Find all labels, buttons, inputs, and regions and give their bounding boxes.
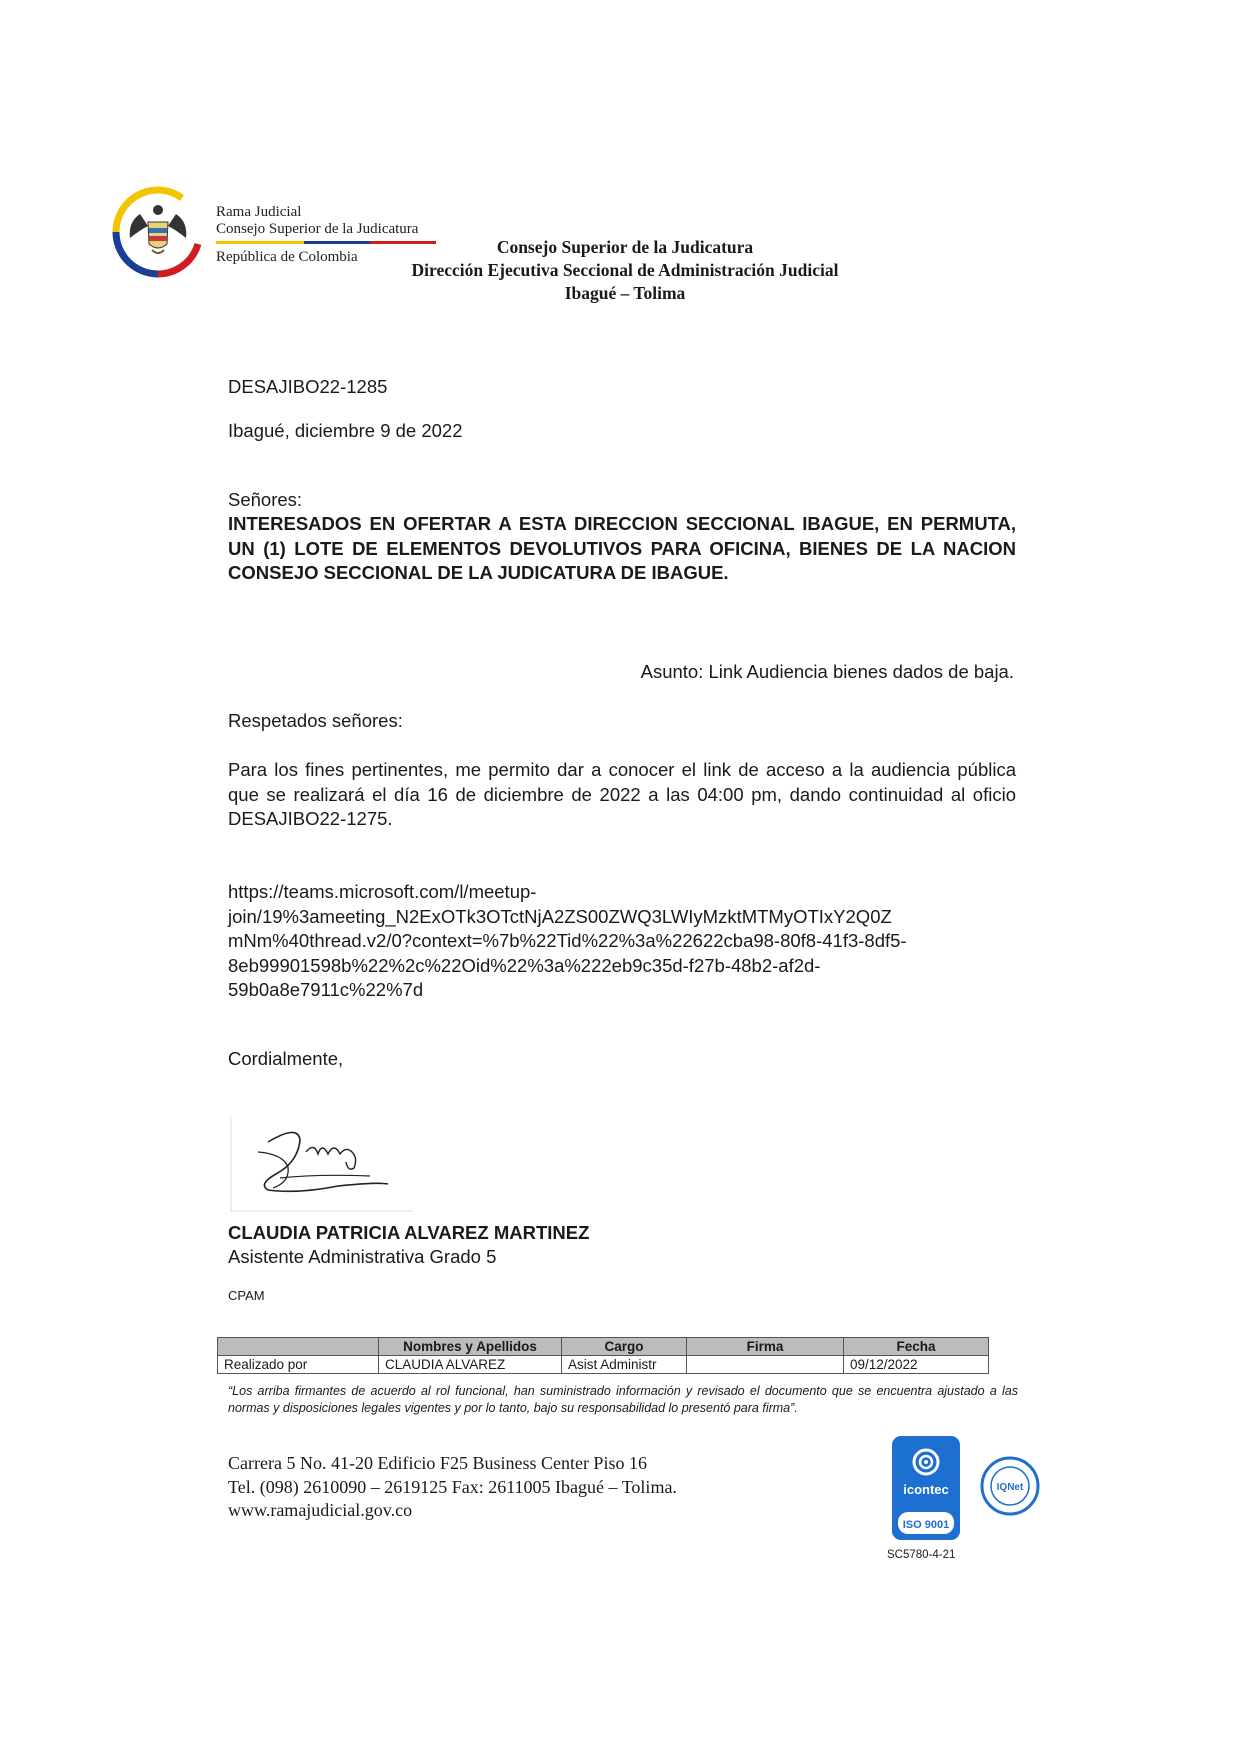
- table-row: [218, 1356, 989, 1374]
- link-line[interactable]: mNm%40thread.v2/0?context=%7b%22Tid%22%3a%22622cba98-80f8-41f3-8df5-: [228, 930, 907, 951]
- table-header-cell: [218, 1338, 379, 1356]
- table-cell: Asist Administr: [562, 1356, 687, 1374]
- table-cell: 09/12/2022: [844, 1356, 989, 1374]
- recipient-block: INTERESADOS EN OFERTAR A ESTA DIRECCION SECCIONAL IBAGUE, EN PERMUTA, UN (1) LOTE DE ELEMENTOS DEVOLUTIVOS PARA OFICINA, BIENES DE LA NACION CONSEJO SECCIONAL DE LA JUDICATURA DE IBAGUE.: [228, 513, 1016, 583]
- link-line[interactable]: 8eb99901598b%22%2c%22Oid%22%3a%222eb9c35d-f27b-48b2-af2d-: [228, 954, 821, 976]
- website[interactable]: www.ramajudicial.gov.co: [228, 1500, 413, 1520]
- review-table: [217, 1337, 989, 1374]
- icontec-label: icontec: [903, 1482, 949, 1497]
- table-header-cell: Nombres y Apellidos: [379, 1338, 562, 1356]
- organization-heading: [380, 236, 870, 305]
- link-line[interactable]: 59b0a8e7911c%22%7d: [228, 979, 424, 1000]
- table-header-cell: Cargo: [562, 1338, 687, 1356]
- iqnet-label: IQNet: [996, 1482, 1024, 1493]
- table-cell: [687, 1356, 844, 1374]
- table-header-row: [218, 1338, 989, 1356]
- link-line[interactable]: https://teams.microsoft.com/l/meetup-: [228, 881, 537, 902]
- brand-line-1: Rama Judicial: [216, 204, 302, 220]
- subject-line: Asunto: Link Audiencia bienes dados de baja.: [640, 661, 1014, 682]
- salutation: Señores:: [228, 489, 303, 510]
- signer-name: CLAUDIA PATRICIA ALVAREZ MARTINEZ: [228, 1222, 590, 1243]
- letter-date: Ibagué, diciembre 9 de 2022: [228, 420, 463, 441]
- handwritten-signature: [228, 1112, 413, 1212]
- certification-logos: [888, 1434, 1044, 1544]
- greeting: Respetados señores:: [228, 710, 403, 731]
- table-header-cell: Fecha: [844, 1338, 989, 1356]
- address-line-1: Carrera 5 No. 41-20 Edificio F25 Business Center Piso 16: [228, 1453, 647, 1473]
- rama-judicial-logo: [112, 186, 204, 278]
- disclaimer: “Los arriba firmantes de acuerdo al rol funcional, han suministrado información y revisado el documento que se encuentra ajustado a las normas y disposiciones legales vigentes y por lo tanto, bajo su responsabilidad lo presentó para firma”.: [228, 1384, 1018, 1415]
- table-cell: CLAUDIA ALVAREZ: [379, 1356, 562, 1374]
- iso-label: ISO 9001: [902, 1519, 950, 1531]
- closing: Cordialmente,: [228, 1048, 344, 1069]
- link-line[interactable]: join/19%3ameeting_N2ExOTk3OTctNjA2ZS00ZWQ3LWIyMzktMTMyOTIxY2Q0Z: [228, 905, 892, 927]
- certificate-code: SC5780-4-21: [887, 1549, 956, 1561]
- reference-number: DESAJIBO22-1285: [228, 376, 388, 397]
- address-line-2: Tel. (098) 2610090 – 2619125 Fax: 2611005 Ibagué – Tolima.: [228, 1476, 677, 1497]
- org-line-3: Ibagué – Tolima: [564, 283, 686, 303]
- signer-title: Asistente Administrativa Grado 5: [228, 1246, 497, 1267]
- brand-line-2: Consejo Superior de la Judicatura: [216, 221, 419, 237]
- table-header-cell: Firma: [687, 1338, 844, 1356]
- footer-address: [228, 1452, 677, 1523]
- table-cell: Realizado por: [218, 1356, 379, 1374]
- org-line-2: Dirección Ejecutiva Seccional de Administración Judicial: [411, 260, 839, 280]
- signer-initials: CPAM: [228, 1288, 265, 1303]
- org-line-1: Consejo Superior de la Judicatura: [496, 237, 754, 257]
- body-paragraph: Para los fines pertinentes, me permito dar a conocer el link de acceso a la audiencia pública que se realizará el día 16 de diciembre de 2022 a las 04:00 pm, dando continuidad al oficio DESAJIBO22-1275.: [228, 759, 1016, 829]
- brand-line-3: República de Colombia: [216, 249, 358, 265]
- meeting-link[interactable]: [228, 880, 1018, 1003]
